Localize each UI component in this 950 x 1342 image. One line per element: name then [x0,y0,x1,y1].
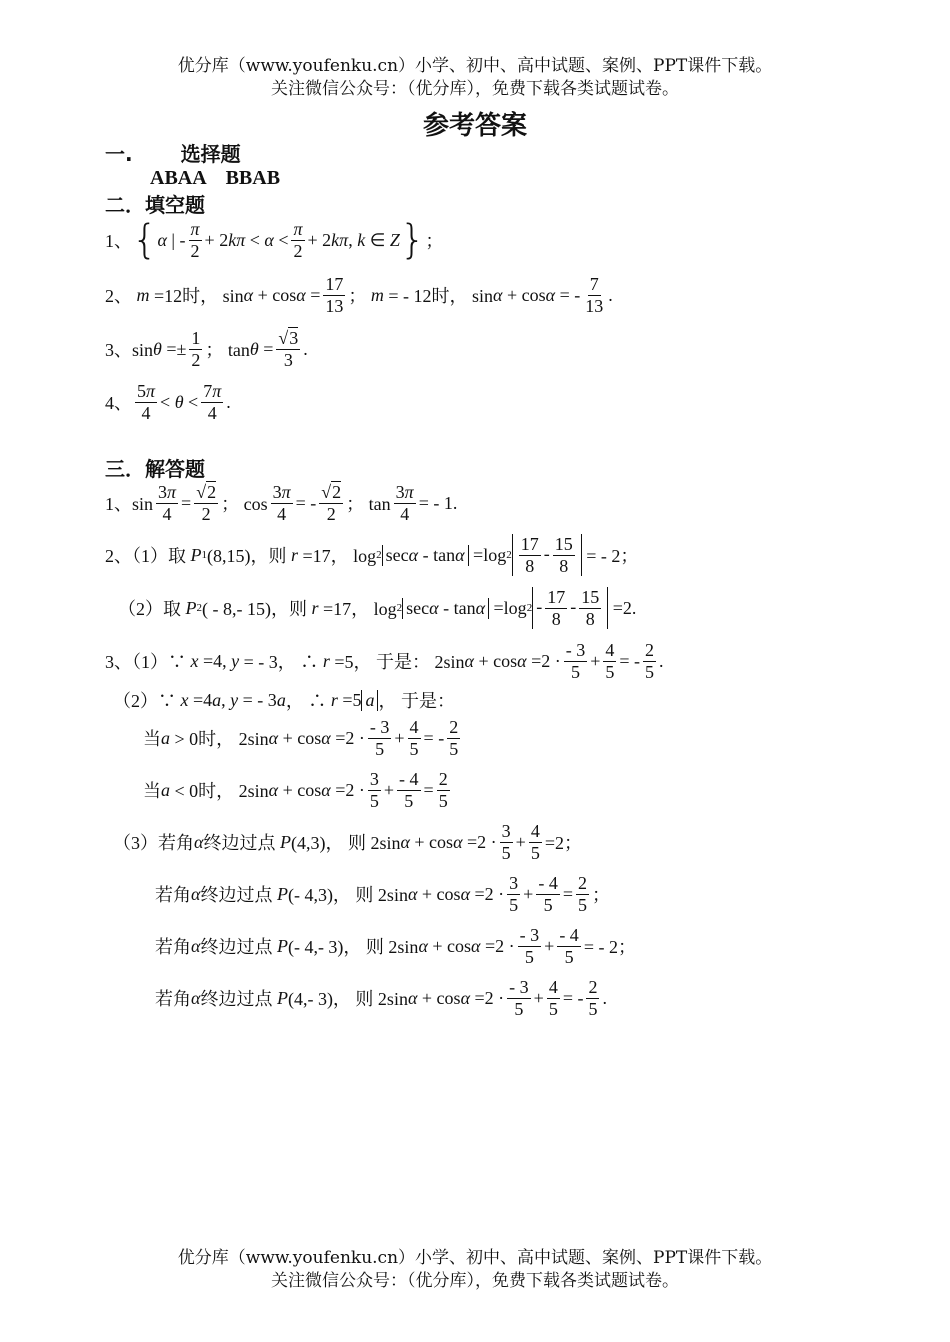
solution-3-case-negative: 当 a < 0时， 2sin α + cos α =2 · $\frac{3}{5}$ + $\frac{- 4}{5}$ = $\frac{2}{5}$ [143,768,448,811]
solution-3-part-3-a: （3）若角 α 终边过点 P (4,3)， 则 2sin α + cos α =2 · $\frac{3}{5}$ + $\frac{4}{5}$ =2； [113,820,582,863]
fill-answer-4: 4、 $\frac{5\pi}{4}$ < θ < $\frac{7\pi}{4}$ . [105,380,231,423]
solution-3-part-3-c: 若角 α 终边过点 P (- 4,- 3)， 则 2sin α + cos α =2 · $\frac{- 3}{5}$ + $\frac{- 4}{5}$ = - 2； [155,924,636,967]
section-1-name: 选择题 [180,142,241,166]
section-1-number: 一. [105,142,133,166]
header-line-1: 优分库（www.youfenku.cn）小学、初中、高中试题、案例、PPT课件下载。 [177,56,773,76]
multiple-choice-answers: ABAA BBAB [150,167,281,189]
footer-line-1: 优分库（www.youfenku.cn）小学、初中、高中试题、案例、PPT课件下载。 [177,1248,773,1268]
footer-line-2: 关注微信公众号：（优分库），免费下载各类试题试卷。 [271,1271,679,1291]
solution-3-part-2: （2）∵ x =4 a , y = - 3 a ， ∴ r =5 a ， 于是： [113,689,455,711]
solution-3-part-3-d: 若角 α 终边过点 P (4,- 3)， 则 2sin α + cos α =2 · $\frac{- 3}{5}$ + $\frac{4}{5}$ = - $\frac{2}{5}$ . [155,976,607,1019]
solution-3-part-1: 3、（1）∵ x =4, y = - 3， ∴ r =5， 于是： 2sin α + cos α =2 · $\frac{- 3}{5}$ + $\frac{4}{5}$ = - $\frac{2}{5}$ . [105,639,664,682]
fill-answer-3: 3、sin θ =± $\frac{1}{2}$ ； tan θ = $\frac{√3}{3}$ . [105,327,308,370]
solution-2-part-1: 2、（1）取 P 1 (8,15)，则 r =17， log 2 secα - tanα =log 2 $\frac{17}{8}$ - $\frac{15}{8}$ = - 2； [105,533,639,576]
section-2-heading: 二．填空题 [105,193,205,217]
page-title: 参考答案 [422,111,527,141]
section-3-heading: 三．解答题 [105,457,205,481]
solution-3-case-positive: 当 a > 0时， 2sin α + cos α =2 · $\frac{- 3}{5}$ + $\frac{4}{5}$ = - $\frac{2}{5}$ [143,716,459,759]
fill-answer-1: 1、 { α | - $\frac{\pi}{2}$ + 2 kπ < α < $\frac{\pi}{2}$ + 2 kπ , k ∈ Z } ； [105,217,444,263]
solution-2-part-2: （2）取 P 2 ( - 8,- 15)，则 r =17， log 2 secα - tanα =log 2 - $\frac{17}{8}$ - $\frac{15}{8}$ =2. [118,586,637,629]
header-line-2: 关注微信公众号：（优分库），免费下载各类试题试卷。 [271,79,679,99]
solution-1: 1、sin $\frac{3\pi}{4}$ = $\frac{√2}{2}$ ； cos $\frac{3\pi}{4}$ = - $\frac{√2}{2}$ ； tan $\frac{3\pi}{4}$ = - 1. [105,481,458,524]
solution-3-part-3-b: 若角 α 终边过点 P (- 4,3)， 则 2sin α + cos α =2 · $\frac{3}{5}$ + $\frac{- 4}{5}$ = $\frac{2}{5}$ ； [155,872,610,915]
fill-answer-2: 2、 m =12时， sin α + cos α = $\frac{17}{13}$ ； m = - 12时， sin α + cos α = - $\frac{7}{13}$ . [105,273,613,316]
